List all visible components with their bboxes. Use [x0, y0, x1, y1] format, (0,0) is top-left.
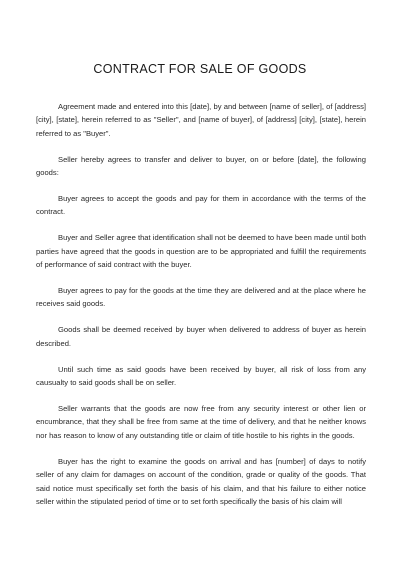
paragraph-agreement: Agreement made and entered into this [date], by and between [name of seller], of [address] [city], [state], herein referred to as "Seller", and [name of buyer], of [address] [city], [state], herein referred to as "Buyer".: [36, 102, 366, 138]
paragraph-risk-of-loss: Until such time as said goods have been received by buyer, all risk of loss from any causualty to said goods shall be on seller.: [36, 364, 366, 388]
paragraph-transfer: Seller hereby agrees to transfer and deliver to buyer, on or before [date], the following goods:: [36, 154, 366, 178]
paragraph-inspection: Buyer has the right to examine the goods on arrival and has [number] of days to notify seller of any claim for damages on account of the condition, grade or quality of the goods. That said notice must specifically set forth the basis of his claim, and that his failure to either notice seller within the stipulated period of time or to set forth specifically the basis of his claim will: [36, 456, 366, 506]
document-title: CONTRACT FOR SALE OF GOODS: [93, 62, 307, 76]
document-body: [36, 100, 366, 521]
paragraph-warranty: Seller warrants that the goods are now free from any security interest or other lien or encumbrance, that they shall be free from same at the time of delivery, and that he neither knows nor has reason to know of any outstanding title or claim of title hostile to his rights in the goods.: [36, 404, 366, 440]
paragraph-payment: Buyer agrees to pay for the goods at the time they are delivered and at the place where he receives said goods.: [36, 286, 366, 309]
paragraph-receipt: Goods shall be deemed received by buyer when delivered to address of buyer as herein described.: [36, 325, 366, 348]
paragraph-identification: Buyer and Seller agree that identification shall not be deemed to have been made until both parties have agreed that the goods in question are to be appropriated and fulfill the requirements of performance of said contract with the buyer.: [36, 233, 366, 270]
paragraph-accept: Buyer agrees to accept the goods and pay for them in accordance with the terms of the contract.: [36, 194, 366, 217]
